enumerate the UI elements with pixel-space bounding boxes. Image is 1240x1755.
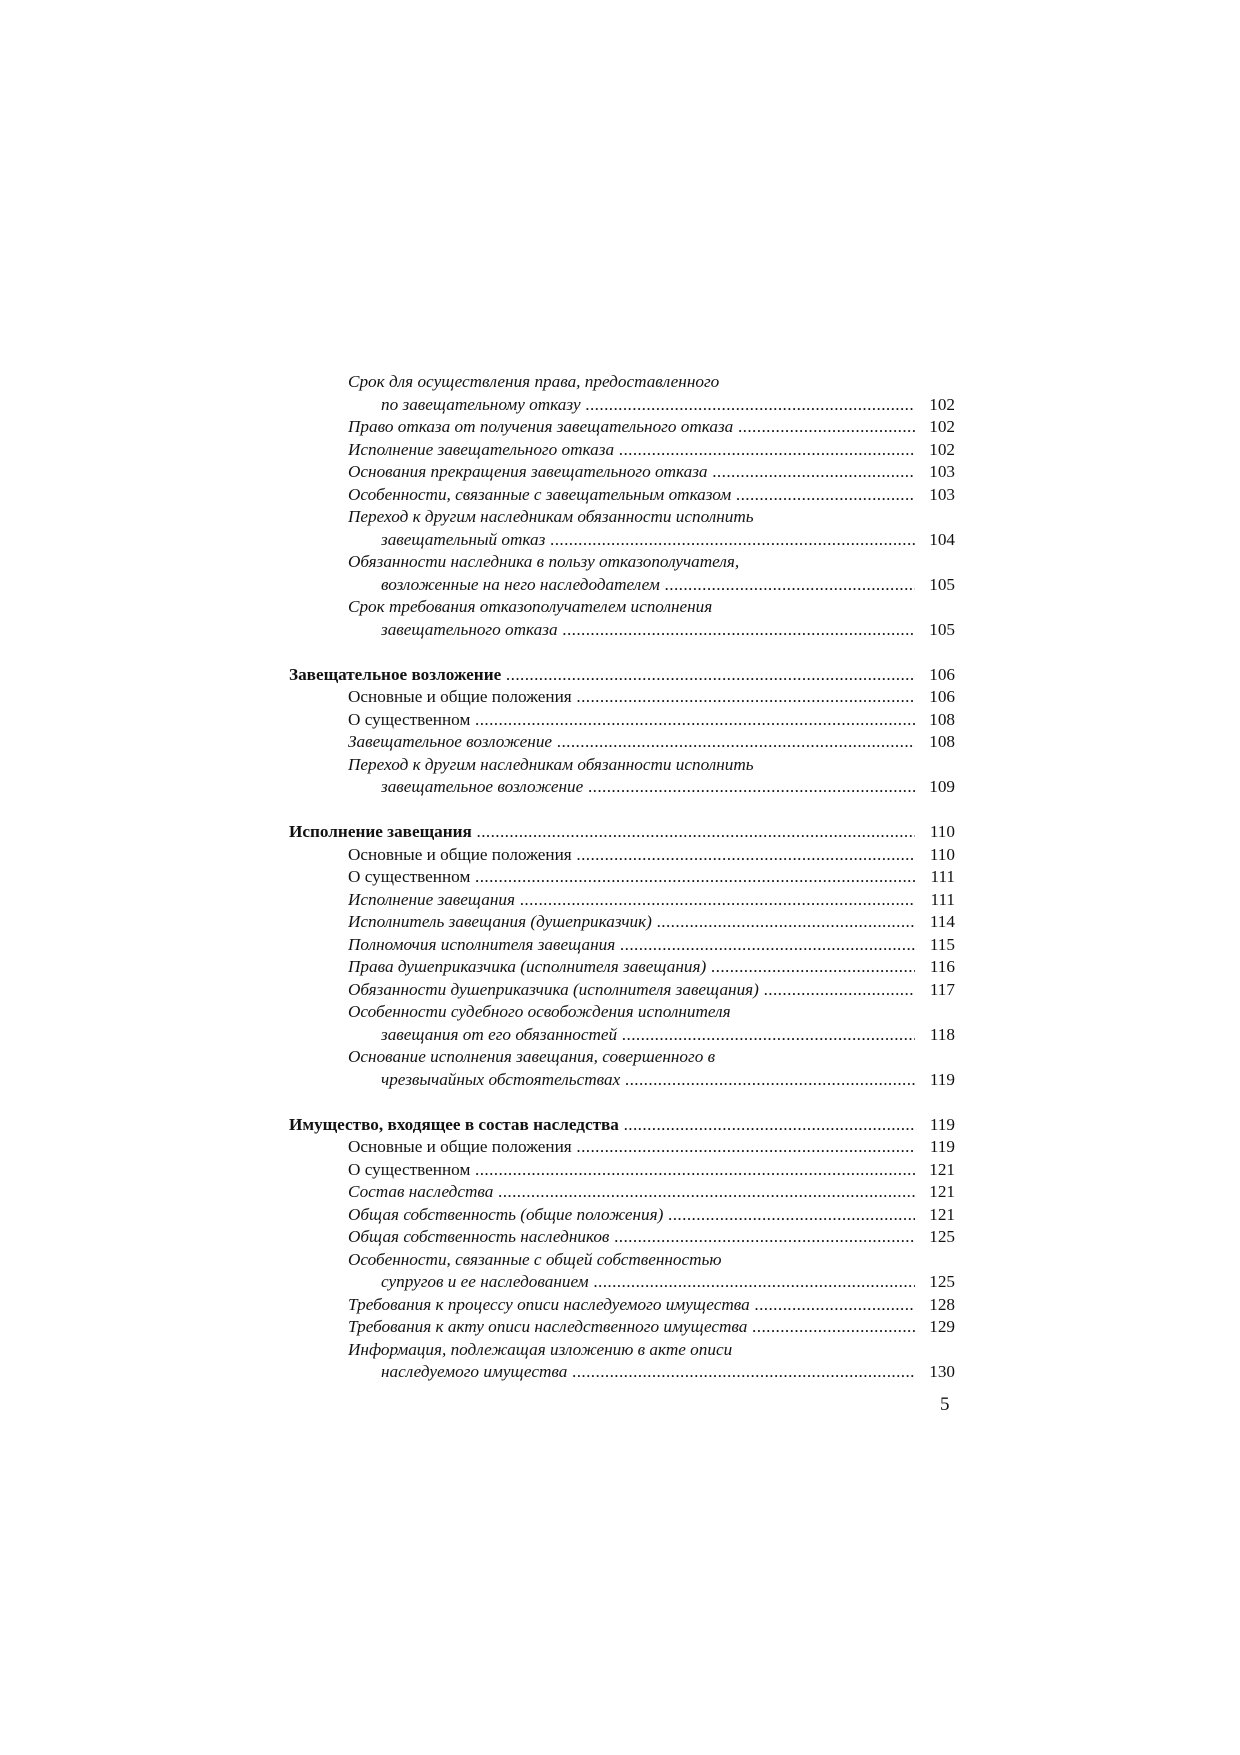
- toc-entry: [289, 416, 955, 439]
- toc-entry-title: О существенном .....: [348, 866, 915, 889]
- toc-section-heading: [289, 821, 955, 844]
- toc-entry: [289, 1316, 955, 1339]
- toc-entry: [289, 956, 955, 979]
- toc-entry: [289, 844, 955, 867]
- toc-entry: [289, 1024, 955, 1047]
- toc-entry: [289, 439, 955, 462]
- toc-entry: [289, 1271, 955, 1294]
- toc-entry-title: супругов и ее наследованием .....: [381, 1271, 915, 1294]
- toc-entry-title: Общая собственность наследников .....: [348, 1226, 915, 1249]
- toc-entry: [289, 596, 955, 619]
- toc-entry-page-number: 115: [930, 934, 955, 957]
- toc-entry-page-number: 102: [929, 394, 955, 417]
- toc-entry-title: завещательное возложение .....: [381, 776, 915, 799]
- toc-entry: [289, 1181, 955, 1204]
- toc-entry: [289, 461, 955, 484]
- toc-entry: [289, 484, 955, 507]
- toc-entry: [289, 709, 955, 732]
- toc-entry: [289, 529, 955, 552]
- toc-entry-page-number: 119: [930, 1136, 955, 1159]
- toc-entry: [289, 934, 955, 957]
- toc-entry: [289, 911, 955, 934]
- toc-entry-page-number: 104: [929, 529, 955, 552]
- toc-entry: [289, 619, 955, 642]
- toc-entry-title: Общая собственность (общие положения) .....: [348, 1204, 915, 1227]
- toc-entry-title: завещательного отказа .....: [381, 619, 915, 642]
- toc-entry-page-number: 105: [929, 619, 955, 642]
- toc-entry-title: Завещательное возложение .....: [348, 731, 915, 754]
- toc-section-heading: [289, 1114, 955, 1137]
- toc-entry: [289, 979, 955, 1002]
- toc-entry-page-number: 129: [929, 1316, 955, 1339]
- toc-entry-page-number: 118: [930, 1024, 955, 1047]
- toc-entry-title: Особенности, связанные с общей собственностью: [348, 1249, 722, 1269]
- toc-entry-title: Основание исполнения завещания, совершенного в: [348, 1047, 716, 1066]
- page-number: 5: [940, 1394, 950, 1415]
- toc-entry-title: Переход к другим наследникам обязанности исполнить: [348, 507, 754, 526]
- toc-entry-page-number: 114: [930, 911, 955, 934]
- toc-entry: [289, 686, 955, 709]
- toc-entry-title: Исполнитель завещания (душеприказчик) .....: [348, 911, 915, 934]
- toc-entry: [289, 1339, 955, 1362]
- toc-entry-title: завещательный отказ .....: [381, 529, 915, 552]
- toc-entry-page-number: 125: [929, 1226, 955, 1249]
- toc-entry-page-number: 119: [930, 1069, 955, 1092]
- table-of-contents: [289, 371, 955, 1384]
- toc-entry: [289, 574, 955, 597]
- toc-entry: [289, 1204, 955, 1227]
- toc-entry-page-number: 110: [930, 844, 955, 867]
- toc-entry-title: Обязанности наследника в пользу отказополучателя,: [348, 552, 740, 571]
- toc-entry: [289, 754, 955, 777]
- toc-entry: [289, 1001, 955, 1024]
- toc-entry: [289, 1294, 955, 1317]
- toc-entry-page-number: 117: [930, 979, 955, 1002]
- toc-entry-title: Исполнение завещания .....: [289, 821, 915, 844]
- toc-entry-page-number: 102: [929, 439, 955, 462]
- toc-entry-title: Полномочия исполнителя завещания .....: [348, 934, 915, 957]
- toc-entry-page-number: 128: [929, 1294, 955, 1317]
- toc-entry: [289, 889, 955, 912]
- toc-entry-title: Требования к акту описи наследственного имущества .....: [348, 1316, 915, 1339]
- toc-entry-title: Особенности судебного освобождения исполнителя: [348, 1002, 731, 1021]
- toc-entry: [289, 506, 955, 529]
- toc-entry-title: Основания прекращения завещательного отказа .....: [348, 461, 915, 484]
- toc-entry-title: Основные и общие положения .....: [348, 844, 915, 867]
- toc-entry-page-number: 130: [929, 1361, 955, 1384]
- toc-entry-page-number: 108: [929, 709, 955, 732]
- toc-entry-page-number: 125: [929, 1271, 955, 1294]
- toc-entry-title: О существенном .....: [348, 1159, 915, 1182]
- toc-entry-page-number: 106: [929, 664, 955, 687]
- toc-entry-title: Обязанности душеприказчика (исполнителя завещания) .....: [348, 979, 915, 1002]
- toc-entry-page-number: 111: [930, 866, 955, 889]
- toc-entry-page-number: 110: [930, 821, 955, 844]
- toc-entry-page-number: 109: [929, 776, 955, 799]
- toc-entry: [289, 866, 955, 889]
- toc-entry-page-number: 102: [929, 416, 955, 439]
- toc-entry-title: Требования к процессу описи наследуемого имущества .....: [348, 1294, 915, 1317]
- toc-entry-title: Особенности, связанные с завещательным отказом .....: [348, 484, 915, 507]
- toc-entry-page-number: 106: [929, 686, 955, 709]
- toc-entry-page-number: 121: [929, 1204, 955, 1227]
- toc-entry: [289, 1226, 955, 1249]
- toc-entry-title: Исполнение завещательного отказа .....: [348, 439, 915, 462]
- toc-entry-page-number: 111: [930, 889, 955, 912]
- toc-entry-page-number: 119: [930, 1114, 955, 1137]
- toc-entry-title: Право отказа от получения завещательного отказа .....: [348, 416, 915, 439]
- toc-entry: [289, 1249, 955, 1272]
- toc-entry-title: Срок требования отказополучателем исполнения: [348, 597, 713, 616]
- toc-entry-title: наследуемого имущества .....: [381, 1361, 915, 1384]
- toc-entry-title: Информация, подлежащая изложению в акте описи: [348, 1339, 733, 1359]
- toc-entry-page-number: 103: [929, 461, 955, 484]
- toc-entry: [289, 1361, 955, 1384]
- toc-entry-title: по завещательному отказу .....: [381, 394, 915, 417]
- toc-entry: [289, 394, 955, 417]
- toc-entry: [289, 1046, 955, 1069]
- toc-entry-title: Имущество, входящее в состав наследства .....: [289, 1114, 915, 1137]
- toc-entry: [289, 776, 955, 799]
- toc-entry: [289, 1069, 955, 1092]
- toc-entry-title: Завещательное возложение .....: [289, 664, 915, 687]
- toc-entry: [289, 551, 955, 574]
- toc-entry: [289, 371, 955, 394]
- toc-entry-page-number: 121: [929, 1159, 955, 1182]
- toc-entry-page-number: 105: [929, 574, 955, 597]
- toc-entry: [289, 1136, 955, 1159]
- toc-entry-page-number: 121: [929, 1181, 955, 1204]
- toc-entry-title: Права душеприказчика (исполнителя завещания) .....: [348, 956, 915, 979]
- toc-entry-title: завещания от его обязанностей .....: [381, 1024, 915, 1047]
- toc-entry-title: Переход к другим наследникам обязанности исполнить: [348, 754, 754, 774]
- toc-entry-page-number: 116: [930, 956, 955, 979]
- toc-entry: [289, 1159, 955, 1182]
- toc-entry-title: Срок для осуществления права, предоставленного: [348, 372, 720, 391]
- toc-entry-title: О существенном .....: [348, 709, 915, 732]
- toc-entry-title: возложенные на него наследодателем .....: [381, 574, 915, 597]
- toc-entry-title: Основные и общие положения .....: [348, 686, 915, 709]
- toc-entry-title: Исполнение завещания .....: [348, 889, 915, 912]
- toc-entry-title: Основные и общие положения .....: [348, 1136, 915, 1159]
- toc-entry-page-number: 108: [929, 731, 955, 754]
- toc-entry-title: чрезвычайных обстоятельствах .....: [381, 1069, 915, 1092]
- toc-section-heading: [289, 664, 955, 687]
- toc-entry: [289, 731, 955, 754]
- toc-entry-title: Состав наследства .....: [348, 1181, 915, 1204]
- toc-entry-page-number: 103: [929, 484, 955, 507]
